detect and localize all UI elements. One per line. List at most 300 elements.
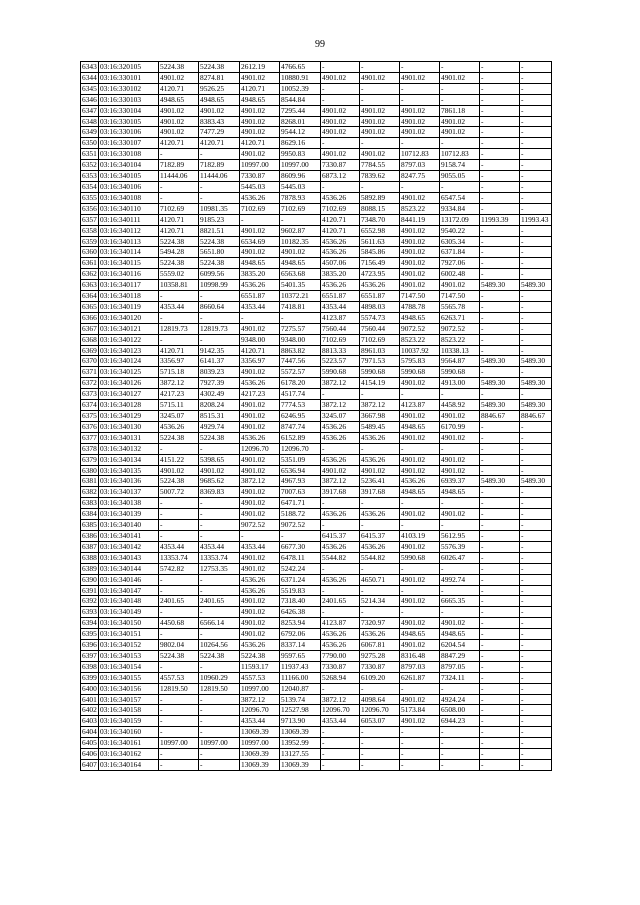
value-cell: - — [159, 585, 199, 596]
value-cell: 6178.20 — [280, 378, 321, 389]
value-cell: 6792.06 — [280, 629, 321, 640]
value-cell: 11166.00 — [280, 672, 321, 683]
value-cell: 9950.83 — [280, 149, 321, 160]
code-cell: 03:16:340119 — [99, 301, 159, 312]
value-cell: 8441.19 — [400, 214, 440, 225]
value-cell: - — [520, 72, 552, 83]
row-id-cell: 6343 — [82, 62, 97, 71]
value-cell: - — [199, 334, 240, 345]
value-cell: 10998.99 — [199, 280, 240, 291]
value-cell: 4901.02 — [240, 149, 280, 160]
value-cell: 4123.87 — [400, 400, 440, 411]
value-cell: 10712.83 — [400, 149, 440, 160]
value-cell: 4901.02 — [440, 509, 480, 520]
value-cell: 4901.02 — [240, 116, 280, 127]
table-row — [81, 629, 552, 640]
value-cell: 4353.44 — [321, 301, 360, 312]
value-cell: 9072.52 — [400, 323, 440, 334]
value-cell: 4901.02 — [400, 465, 440, 476]
value-cell: 12040.87 — [280, 683, 321, 694]
table-row — [81, 301, 552, 312]
value-cell: - — [520, 661, 552, 672]
value-cell: 7102.69 — [159, 203, 199, 214]
value-cell: - — [480, 127, 520, 138]
value-cell: - — [520, 389, 552, 400]
value-cell: - — [400, 498, 440, 509]
value-cell: - — [480, 236, 520, 247]
value-cell: 9544.12 — [280, 127, 321, 138]
value-cell: 6551.87 — [360, 291, 400, 302]
value-cell: 9142.35 — [199, 345, 240, 356]
value-cell: 4536.26 — [240, 192, 280, 203]
value-cell: - — [400, 443, 440, 454]
value-cell: - — [520, 487, 552, 498]
value-cell: 4901.02 — [240, 607, 280, 618]
value-cell: 4901.02 — [360, 72, 400, 83]
value-cell: - — [199, 509, 240, 520]
value-cell: 7295.44 — [280, 105, 321, 116]
value-cell: 5519.83 — [280, 585, 321, 596]
value-cell: - — [360, 62, 400, 73]
value-cell: - — [321, 683, 360, 694]
code-cell: 03:16:340132 — [99, 443, 159, 454]
value-cell: 6204.54 — [440, 640, 480, 651]
value-cell: 7320.97 — [360, 618, 400, 629]
value-cell: - — [520, 301, 552, 312]
row-id-cell: 6375 — [82, 411, 97, 420]
value-cell: - — [480, 345, 520, 356]
value-cell: 7182.89 — [199, 160, 240, 171]
value-cell: - — [520, 312, 552, 323]
row-id-cell: 6374 — [82, 400, 97, 410]
value-cell: 8515.31 — [199, 411, 240, 422]
value-cell: 13069.39 — [240, 760, 280, 771]
value-cell: 4901.02 — [400, 192, 440, 203]
value-cell: - — [520, 181, 552, 192]
value-cell: - — [159, 661, 199, 672]
value-cell: 9072.52 — [440, 323, 480, 334]
value-cell: 7102.69 — [360, 334, 400, 345]
value-cell: - — [159, 181, 199, 192]
value-cell: 4517.74 — [280, 389, 321, 400]
value-cell: - — [321, 749, 360, 760]
value-cell: 4901.02 — [159, 116, 199, 127]
value-cell: 4151.22 — [159, 454, 199, 465]
value-cell: 4536.26 — [240, 574, 280, 585]
value-cell: 7318.40 — [280, 596, 321, 607]
value-cell: - — [520, 716, 552, 727]
table-row — [81, 476, 552, 487]
value-cell: 12819.73 — [159, 323, 199, 334]
value-cell: 13172.09 — [440, 214, 480, 225]
value-cell: 5139.74 — [280, 694, 321, 705]
value-cell: - — [480, 618, 520, 629]
value-cell: - — [520, 541, 552, 552]
value-cell: 7878.93 — [280, 192, 321, 203]
value-cell: 11993.39 — [480, 214, 520, 225]
row-id-cell: 6345 — [82, 83, 97, 93]
row-id-cell: 6358 — [82, 225, 97, 235]
value-cell: 13069.39 — [280, 760, 321, 771]
value-cell: 7007.63 — [280, 487, 321, 498]
value-cell: - — [400, 683, 440, 694]
value-cell: 4123.87 — [321, 312, 360, 323]
value-cell: 5224.38 — [159, 258, 199, 269]
value-cell: 5845.86 — [360, 247, 400, 258]
value-cell: 4353.44 — [240, 541, 280, 552]
value-cell: - — [520, 520, 552, 531]
value-cell: 12096.70 — [360, 705, 400, 716]
value-cell: - — [520, 585, 552, 596]
value-cell: 4924.24 — [440, 694, 480, 705]
value-cell: 6246.95 — [280, 411, 321, 422]
value-cell: 3872.12 — [240, 476, 280, 487]
value-cell: - — [159, 749, 199, 760]
value-cell: 4948.65 — [400, 421, 440, 432]
value-cell: 4901.02 — [240, 465, 280, 476]
value-cell: 7102.69 — [280, 203, 321, 214]
value-cell: 6563.68 — [280, 269, 321, 280]
row-id-cell: 6360 — [82, 247, 97, 257]
table-row — [81, 716, 552, 727]
value-cell: 4901.02 — [199, 465, 240, 476]
value-cell: 5224.38 — [159, 62, 199, 73]
value-cell: - — [360, 520, 400, 531]
value-cell: - — [440, 607, 480, 618]
code-cell: 03:16:340108 — [99, 192, 159, 203]
value-cell: - — [199, 760, 240, 771]
value-cell: 5489.30 — [480, 400, 520, 411]
value-cell: - — [360, 181, 400, 192]
value-cell: 4901.02 — [321, 105, 360, 116]
code-cell: 03:16:340115 — [99, 258, 159, 269]
value-cell: 12096.70 — [321, 705, 360, 716]
code-cell: 03:16:340128 — [99, 400, 159, 411]
value-cell: - — [360, 563, 400, 574]
value-cell: 6508.00 — [440, 705, 480, 716]
value-cell: 2612.19 — [240, 62, 280, 73]
row-id-cell: 6401 — [82, 694, 97, 704]
code-cell: 03:16:340126 — [99, 378, 159, 389]
value-cell: - — [480, 149, 520, 160]
value-cell: 7147.50 — [440, 291, 480, 302]
value-cell: 4901.02 — [280, 247, 321, 258]
value-cell: 3872.12 — [159, 378, 199, 389]
value-cell: 4948.65 — [199, 94, 240, 105]
value-cell: 13127.55 — [280, 749, 321, 760]
row-id-cell: 6353 — [82, 171, 97, 181]
table-row — [81, 640, 552, 651]
value-cell: 4901.02 — [440, 432, 480, 443]
code-cell: 03:16:340110 — [99, 203, 159, 214]
code-cell: 03:16:340124 — [99, 356, 159, 367]
value-cell: 4536.26 — [321, 640, 360, 651]
table-row — [81, 312, 552, 323]
value-cell: - — [480, 650, 520, 661]
page-number: 99 — [315, 39, 325, 50]
value-cell: - — [440, 62, 480, 73]
value-cell: 10037.92 — [400, 345, 440, 356]
value-cell: - — [520, 498, 552, 509]
code-cell: 03:16:340151 — [99, 629, 159, 640]
value-cell: 4120.71 — [159, 345, 199, 356]
row-id-cell: 6352 — [82, 160, 97, 170]
row-id-cell: 6351 — [82, 149, 97, 159]
code-cell: 03:16:330102 — [99, 83, 159, 94]
value-cell: 6026.47 — [440, 552, 480, 563]
value-cell: 4120.71 — [199, 138, 240, 149]
value-cell: 6547.54 — [440, 192, 480, 203]
value-cell: 5990.68 — [400, 367, 440, 378]
value-cell: 5489.30 — [520, 378, 552, 389]
value-cell: 10997.00 — [240, 683, 280, 694]
table-row — [81, 171, 552, 182]
value-cell: 4536.26 — [321, 432, 360, 443]
value-cell: 5990.68 — [360, 367, 400, 378]
value-cell: 5651.80 — [199, 247, 240, 258]
value-cell: - — [321, 520, 360, 531]
value-cell: - — [480, 760, 520, 771]
value-cell: - — [199, 443, 240, 454]
value-cell: 4901.02 — [240, 323, 280, 334]
value-cell: - — [440, 520, 480, 531]
row-id-cell: 6382 — [82, 487, 97, 497]
value-cell: - — [480, 247, 520, 258]
value-cell: 8660.64 — [199, 301, 240, 312]
value-cell: - — [400, 83, 440, 94]
value-cell: - — [480, 171, 520, 182]
row-id-cell: 6355 — [82, 192, 97, 202]
value-cell: - — [159, 498, 199, 509]
row-id-cell: 6387 — [82, 541, 97, 551]
value-cell: - — [480, 258, 520, 269]
table-row — [81, 694, 552, 705]
table-row — [81, 509, 552, 520]
value-cell: - — [520, 421, 552, 432]
value-cell: - — [199, 149, 240, 160]
value-cell: 5236.41 — [360, 476, 400, 487]
value-cell: 5224.38 — [159, 476, 199, 487]
table-row — [81, 454, 552, 465]
code-cell: 03:16:340157 — [99, 694, 159, 705]
value-cell: 4120.71 — [159, 214, 199, 225]
value-cell: - — [480, 683, 520, 694]
value-cell: - — [321, 83, 360, 94]
value-cell: 4901.02 — [240, 596, 280, 607]
value-cell: 3872.12 — [321, 694, 360, 705]
value-cell: 10052.39 — [280, 83, 321, 94]
row-id-cell: 6404 — [82, 727, 97, 737]
value-cell: - — [280, 214, 321, 225]
value-cell: 4536.26 — [240, 640, 280, 651]
code-cell: 03:16:340137 — [99, 487, 159, 498]
value-cell: 6109.20 — [360, 672, 400, 683]
code-cell: 03:16:340112 — [99, 225, 159, 236]
value-cell: 6944.23 — [440, 716, 480, 727]
value-cell: 5224.38 — [199, 62, 240, 73]
value-cell: 7102.69 — [240, 203, 280, 214]
code-cell: 03:16:340106 — [99, 181, 159, 192]
value-cell: - — [520, 247, 552, 258]
code-cell: 03:16:340149 — [99, 607, 159, 618]
value-cell: - — [480, 552, 520, 563]
value-cell: 4536.26 — [159, 421, 199, 432]
row-id-cell: 6369 — [82, 345, 97, 355]
value-cell: 8337.14 — [280, 640, 321, 651]
row-id-cell: 6386 — [82, 530, 97, 540]
value-cell: 12096.70 — [240, 705, 280, 716]
value-cell: 9334.84 — [440, 203, 480, 214]
row-id-cell: 6407 — [82, 760, 97, 769]
value-cell: 4723.95 — [360, 269, 400, 280]
value-cell: 4901.02 — [159, 72, 199, 83]
value-cell: - — [360, 760, 400, 771]
row-id-cell: 6368 — [82, 334, 97, 344]
value-cell: - — [199, 749, 240, 760]
value-cell: 5398.65 — [199, 454, 240, 465]
value-cell: 7275.57 — [280, 323, 321, 334]
row-id-cell: 6389 — [82, 563, 97, 573]
value-cell: 6551.87 — [321, 291, 360, 302]
value-cell: - — [360, 607, 400, 618]
value-cell: 4901.02 — [400, 378, 440, 389]
code-cell: 03:16:340114 — [99, 247, 159, 258]
row-id-cell: 6347 — [82, 105, 97, 115]
value-cell: 4948.65 — [240, 258, 280, 269]
value-cell: 3872.12 — [321, 476, 360, 487]
value-cell: 4788.78 — [400, 301, 440, 312]
value-cell: - — [400, 727, 440, 738]
value-cell: 4901.02 — [360, 116, 400, 127]
value-cell: - — [520, 760, 552, 771]
table-row — [81, 345, 552, 356]
value-cell: - — [520, 618, 552, 629]
value-cell: 4536.26 — [240, 585, 280, 596]
code-cell: 03:16:340141 — [99, 530, 159, 541]
value-cell: - — [520, 672, 552, 683]
value-cell: 10997.00 — [280, 160, 321, 171]
value-cell: 6305.34 — [440, 236, 480, 247]
value-cell: - — [480, 629, 520, 640]
value-cell: 4948.65 — [400, 312, 440, 323]
value-cell: 4901.02 — [240, 618, 280, 629]
value-cell: 4901.02 — [400, 640, 440, 651]
value-cell: 11444.06 — [159, 171, 199, 182]
value-cell: 7182.89 — [159, 160, 199, 171]
value-cell: 4536.26 — [321, 247, 360, 258]
value-cell: 4507.06 — [321, 258, 360, 269]
value-cell: 4901.02 — [321, 149, 360, 160]
value-cell: 5611.63 — [360, 236, 400, 247]
value-cell: 4536.26 — [240, 378, 280, 389]
value-cell: - — [400, 749, 440, 760]
value-cell: 4901.02 — [440, 618, 480, 629]
value-cell: 9072.52 — [280, 520, 321, 531]
value-cell: - — [159, 760, 199, 771]
value-cell: - — [520, 629, 552, 640]
value-cell: 9597.65 — [280, 650, 321, 661]
value-cell: 8846.67 — [480, 411, 520, 422]
value-cell: 13069.39 — [240, 727, 280, 738]
value-cell: - — [440, 738, 480, 749]
value-cell: 4123.87 — [321, 618, 360, 629]
row-id-cell: 6378 — [82, 443, 97, 453]
value-cell: 4901.02 — [240, 629, 280, 640]
row-id-cell: 6383 — [82, 498, 97, 508]
table-row — [81, 650, 552, 661]
row-id-cell: 6350 — [82, 138, 97, 148]
value-cell: 8523.22 — [400, 334, 440, 345]
code-cell: 03:16:340120 — [99, 312, 159, 323]
row-id-cell: 6390 — [82, 574, 97, 584]
table-row — [81, 203, 552, 214]
code-cell: 03:16:340143 — [99, 552, 159, 563]
value-cell: 4536.26 — [240, 432, 280, 443]
value-cell: 4536.26 — [321, 421, 360, 432]
value-cell: 5489.30 — [480, 356, 520, 367]
row-id-cell: 6348 — [82, 116, 97, 126]
value-cell: 5489.30 — [520, 280, 552, 291]
value-cell: 4948.65 — [400, 629, 440, 640]
code-cell: 03:16:340162 — [99, 749, 159, 760]
value-cell: 5489.30 — [520, 356, 552, 367]
value-cell: 9540.22 — [440, 225, 480, 236]
value-cell: - — [321, 498, 360, 509]
value-cell: - — [321, 727, 360, 738]
table-row — [81, 520, 552, 531]
value-cell: - — [480, 520, 520, 531]
value-cell: 4901.02 — [400, 247, 440, 258]
table-row — [81, 214, 552, 225]
code-cell: 03:16:340117 — [99, 280, 159, 291]
code-cell: 03:16:340139 — [99, 509, 159, 520]
code-cell: 03:16:340131 — [99, 432, 159, 443]
value-cell: - — [321, 563, 360, 574]
value-cell: 8847.29 — [440, 650, 480, 661]
table-row — [81, 389, 552, 400]
code-cell: 03:16:340155 — [99, 672, 159, 683]
value-cell: - — [440, 760, 480, 771]
value-cell: - — [321, 62, 360, 73]
value-cell: - — [440, 727, 480, 738]
value-cell: 13069.39 — [280, 727, 321, 738]
row-id-cell: 6354 — [82, 181, 97, 191]
value-cell: - — [520, 258, 552, 269]
value-cell: 3872.12 — [240, 694, 280, 705]
value-cell: - — [480, 541, 520, 552]
value-cell: 11444.06 — [199, 171, 240, 182]
value-cell: 3835.20 — [240, 269, 280, 280]
value-cell: 6536.94 — [280, 465, 321, 476]
value-cell: 7861.18 — [440, 105, 480, 116]
value-cell: - — [520, 116, 552, 127]
value-cell: 5351.09 — [280, 454, 321, 465]
row-id-cell: 6372 — [82, 378, 97, 388]
table-row — [81, 618, 552, 629]
table-row — [81, 247, 552, 258]
value-cell: 4353.44 — [159, 301, 199, 312]
row-id-cell: 6396 — [82, 640, 97, 650]
value-cell: 4154.19 — [360, 378, 400, 389]
value-cell: - — [480, 607, 520, 618]
value-cell: - — [520, 192, 552, 203]
code-cell: 03:16:340154 — [99, 661, 159, 672]
value-cell: 4536.26 — [321, 574, 360, 585]
value-cell: 4302.49 — [199, 389, 240, 400]
value-cell: - — [159, 716, 199, 727]
value-cell: 11593.17 — [240, 661, 280, 672]
value-cell: 5892.89 — [360, 192, 400, 203]
